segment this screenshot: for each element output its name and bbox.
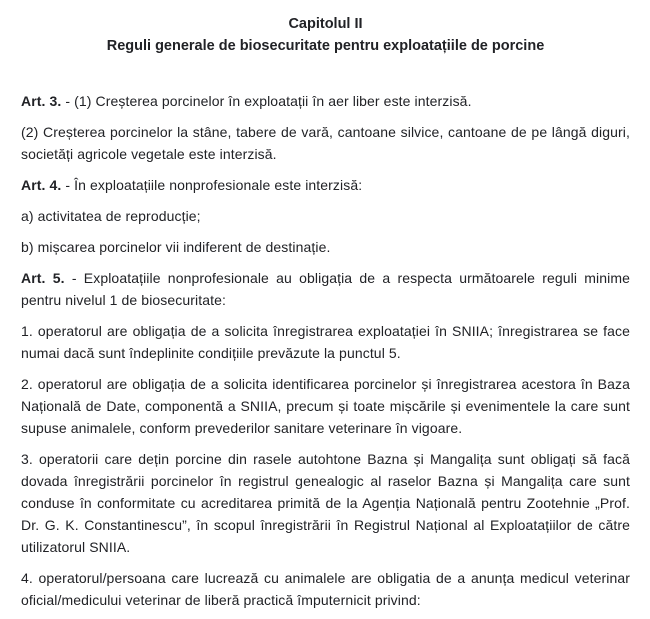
paragraph-art-5-pct-4: [21, 567, 630, 611]
article-4-label: Art. 4.: [21, 177, 62, 193]
paragraph-text: b) mișcarea porcinelor vii indiferent de destinație.: [21, 239, 331, 255]
article-3-label: Art. 3.: [21, 93, 62, 109]
paragraph-text: 2. operatorul are obligația de a solicita identificarea porcinelor și înregistrarea acestora în Baza Națională de Date, componentă a SNIIA, precum și toate mișcările și evenimentele la care sunt supuse animalele, conform prevederilor sanitare veterinare în vigoare.: [21, 376, 630, 436]
paragraph-art-3: [21, 90, 630, 112]
paragraph-art-4-lit-b: [21, 236, 630, 258]
paragraph-art-4: [21, 174, 630, 196]
paragraph-text: 3. operatorii care dețin porcine din rasele autohtone Bazna și Mangalița sunt obligați să facă dovada înregistrării porcinelor în registrul genealogic al raselor Bazna și Mangalița care sunt conduse în conformitate cu acreditarea primită de la Agenția Națională pentru Zootehnie „Prof. Dr. G. K. Constantinescu”, în scopul înregistrării în Registrul Național al Exploatațiilor de către utilizatorul SNIIA.: [21, 451, 630, 555]
paragraph-text: - În exploatațiile nonprofesionale este interzisă:: [61, 177, 363, 193]
paragraph-art-3-al-2: [21, 121, 630, 165]
paragraph-art-5: [21, 267, 630, 311]
paragraph-art-5-pct-3: [21, 448, 630, 558]
paragraph-text: (2) Creșterea porcinelor la stâne, tabere de vară, cantoane silvice, cantoane de pe lângă diguri, societăți agricole vegetale este interzisă.: [21, 124, 630, 162]
document-body: [21, 90, 630, 611]
paragraph-text: - (1) Creșterea porcinelor în exploatații în aer liber este interzisă.: [61, 93, 472, 109]
chapter-title-line1: Capitolul II: [288, 16, 363, 32]
paragraph-art-5-pct-2: [21, 373, 630, 439]
paragraph-text: - Exploatațiile nonprofesionale au obligația de a respecta următoarele reguli minime pentru nivelul 1 de biosecuritate:: [21, 270, 630, 308]
paragraph-art-4-lit-a: [21, 205, 630, 227]
chapter-title-line2: Reguli generale de biosecuritate pentru exploatațiile de porcine: [106, 38, 545, 54]
article-5-label: Art. 5.: [21, 270, 65, 286]
paragraph-text: 4. operatorul/persoana care lucrează cu animalele are obligatia de a anunța medicul veterinar oficial/medicului veterinar de liberă practică împuternicit privind:: [21, 570, 630, 608]
paragraph-text: a) activitatea de reproducție;: [21, 208, 201, 224]
chapter-title: [21, 13, 630, 57]
paragraph-text: 1. operatorul are obligația de a solicita înregistrarea exploatației în SNIIA; înregistrarea se face numai dacă sunt îndeplinite condițiile prevăzute la punctul 5.: [21, 323, 630, 361]
paragraph-art-5-pct-1: [21, 320, 630, 364]
